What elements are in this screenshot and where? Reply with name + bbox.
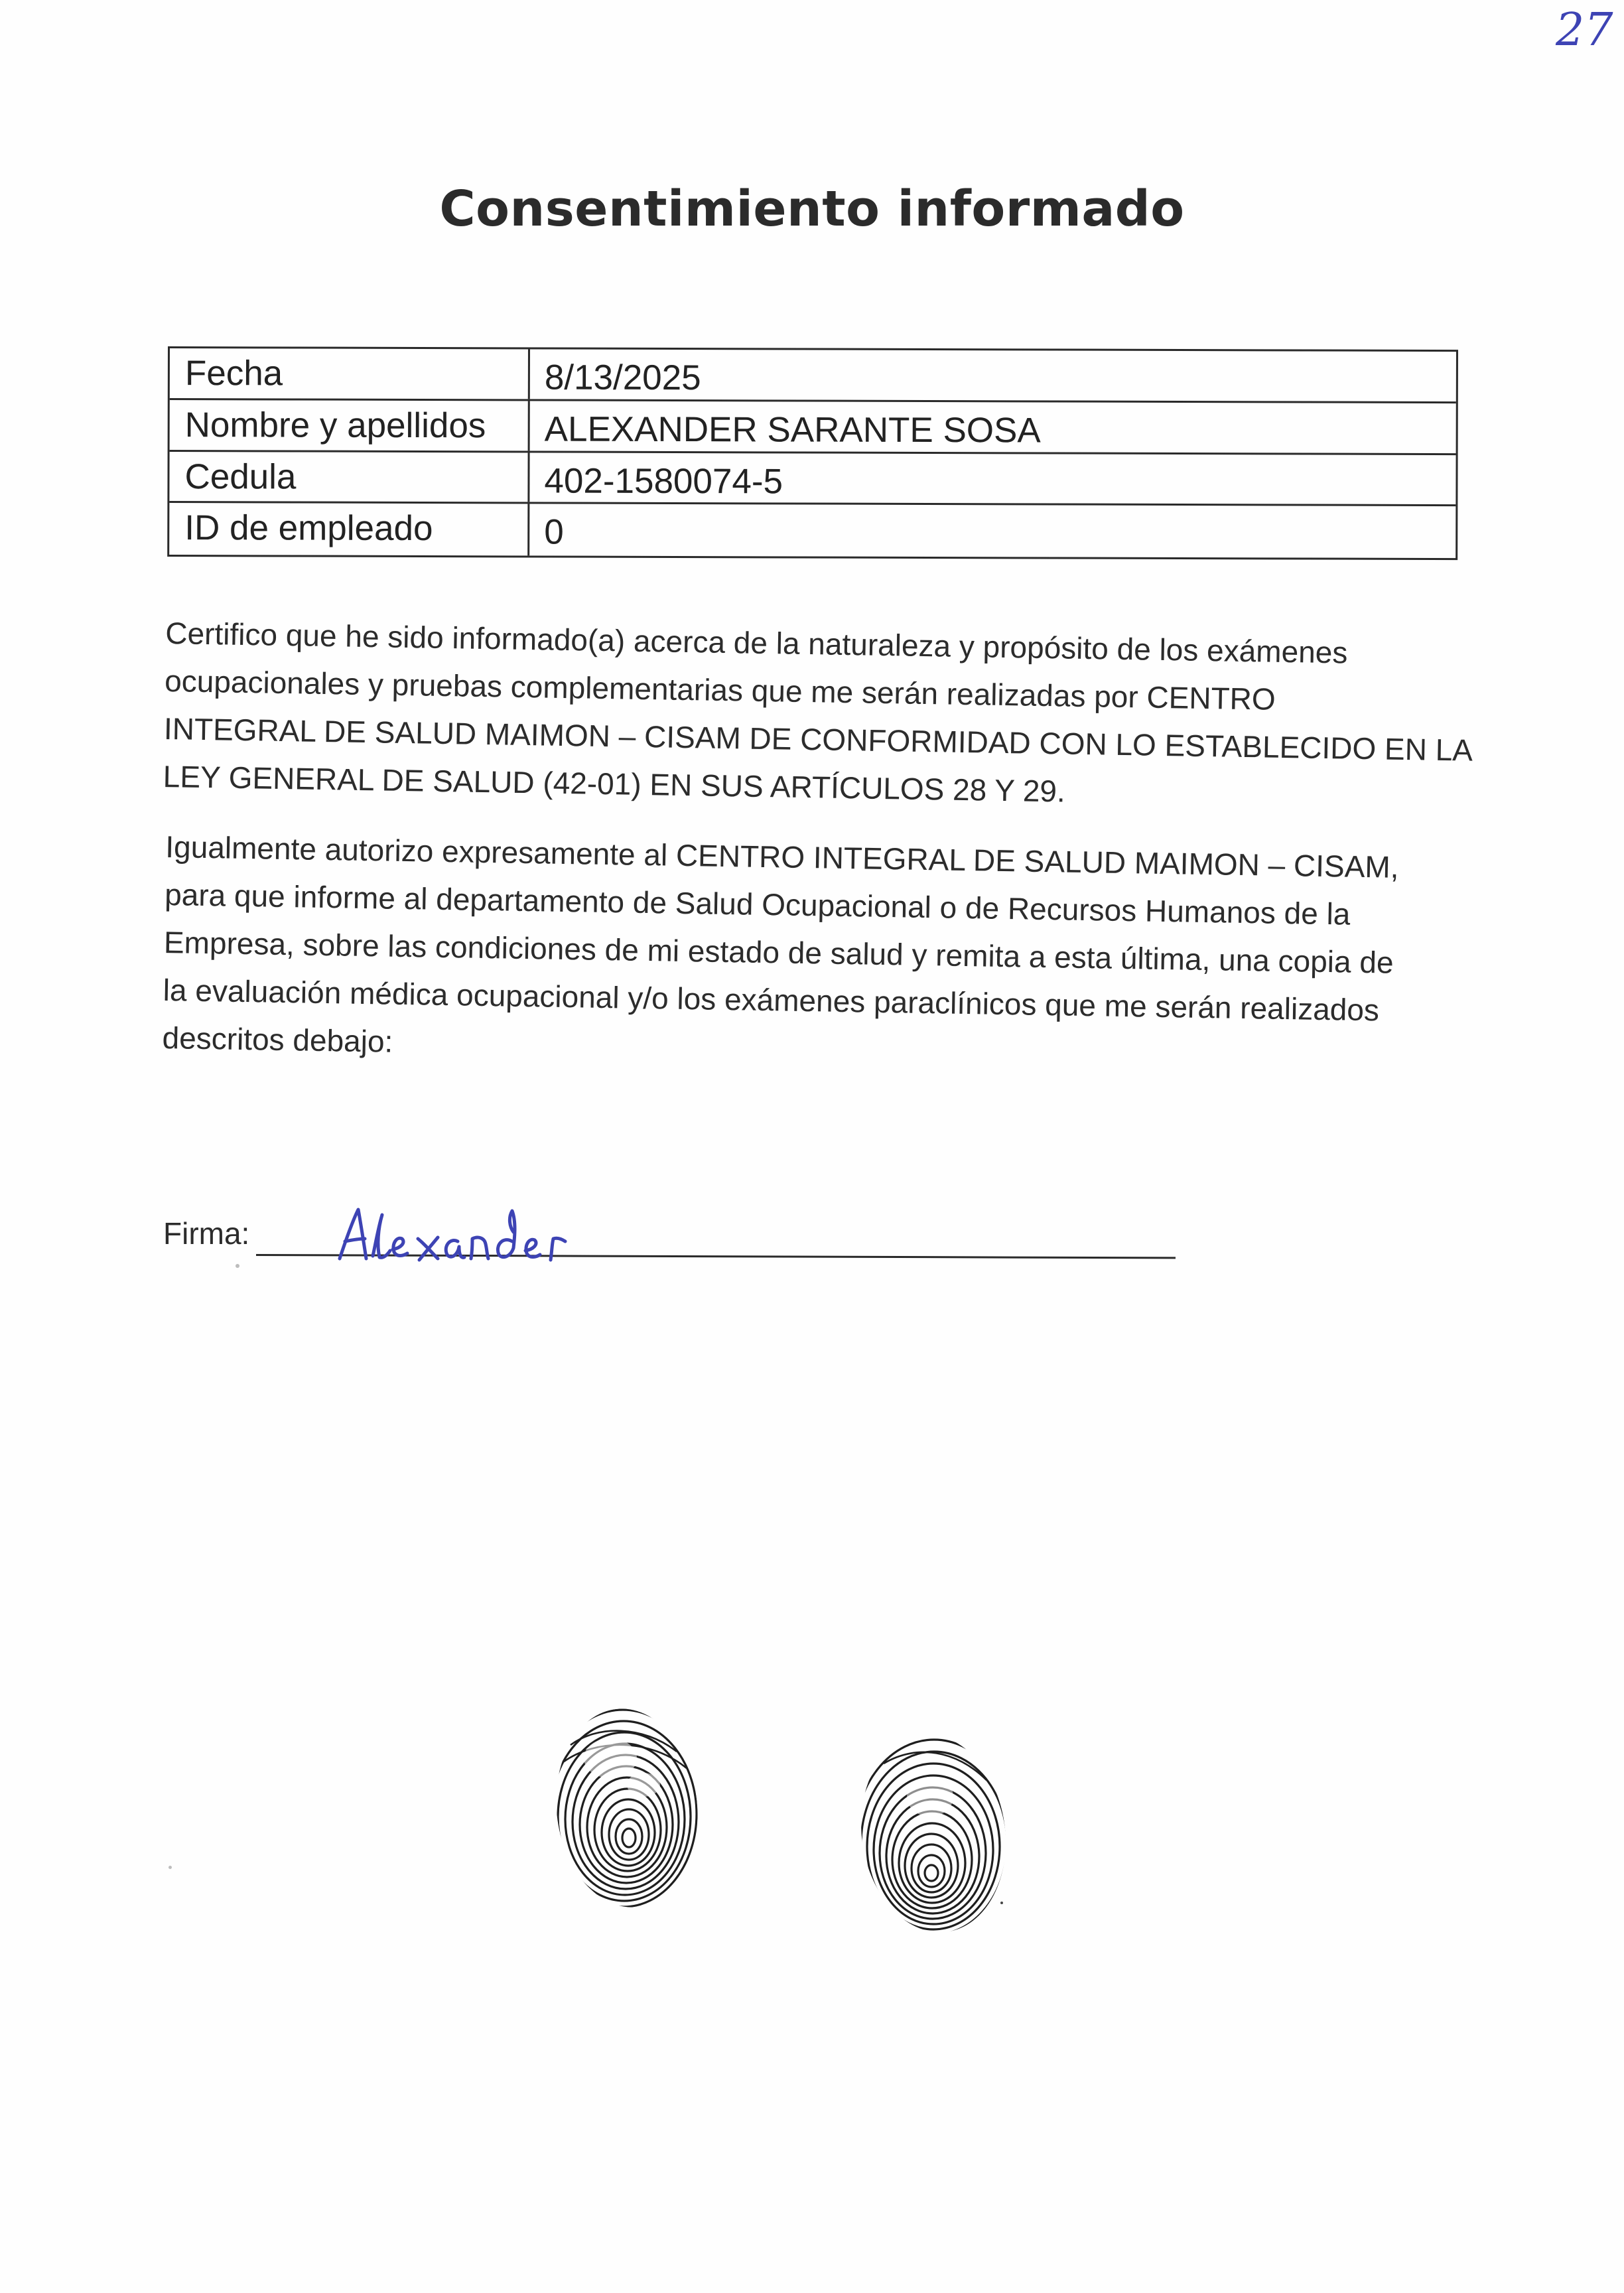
- fingerprint-right: [850, 1724, 1016, 1943]
- paragraph-line: para que informe al departamento de Salud Ocupacional o de Recursos Humanos de la: [164, 876, 1351, 932]
- info-value: 402-1580074-5: [544, 460, 783, 501]
- scan-speck: [1000, 1902, 1003, 1904]
- paragraph-line: Igualmente autorizo expresamente al CENTRO INTEGRAL DE SALUD MAIMON – CISAM,: [165, 829, 1399, 884]
- info-row-employee-id: [169, 503, 1455, 558]
- paragraph-line: Empresa, sobre las condiciones de mi estado de salud y remita a esta última, una copia de: [163, 924, 1394, 980]
- paragraph-line: LEY GENERAL DE SALUD (42-01) EN SUS ARTÍCULOS 28 Y 29.: [163, 758, 1066, 809]
- info-label: Fecha: [170, 348, 530, 399]
- info-value: 0: [544, 512, 564, 552]
- fingerprint-left: [544, 1699, 710, 1917]
- info-row-date: [170, 348, 1456, 403]
- info-table: [167, 346, 1458, 560]
- paragraph-line: descritos debajo:: [162, 1020, 393, 1059]
- scan-speck: [236, 1264, 239, 1268]
- info-label: ID de empleado: [169, 503, 529, 555]
- info-label: Cedula: [169, 452, 529, 502]
- handwritten-page-number: 27: [1556, 4, 1613, 56]
- info-row-cedula: [169, 452, 1455, 507]
- info-row-name: [170, 400, 1456, 455]
- paragraph-line: ocupacionales y pruebas complementarias que me serán realizadas por CENTRO: [164, 663, 1276, 717]
- consent-paragraph-1: [163, 609, 1473, 821]
- info-value: ALEXANDER SARANTE SOSA: [544, 409, 1041, 451]
- paragraph-line: Certifico que he sido informado(a) acerca de la naturaleza y propósito de los exámenes: [165, 615, 1348, 670]
- scan-speck: [169, 1866, 172, 1869]
- signature-label: Firma:: [163, 1216, 250, 1251]
- info-value: 8/13/2025: [544, 358, 701, 398]
- document-title: Consentimiento informado: [439, 180, 1185, 238]
- paragraph-line: INTEGRAL DE SALUD MAIMON – CISAM DE CONFORMIDAD CON LO ESTABLECIDO EN LA: [163, 711, 1473, 768]
- consent-paragraph-2: [162, 823, 1466, 1083]
- paragraph-line: la evaluación médica ocupacional y/o los exámenes paraclínicos que me serán realizados: [163, 972, 1380, 1028]
- info-label: Nombre y apellidos: [170, 400, 530, 451]
- handwritten-signature: [332, 1198, 610, 1271]
